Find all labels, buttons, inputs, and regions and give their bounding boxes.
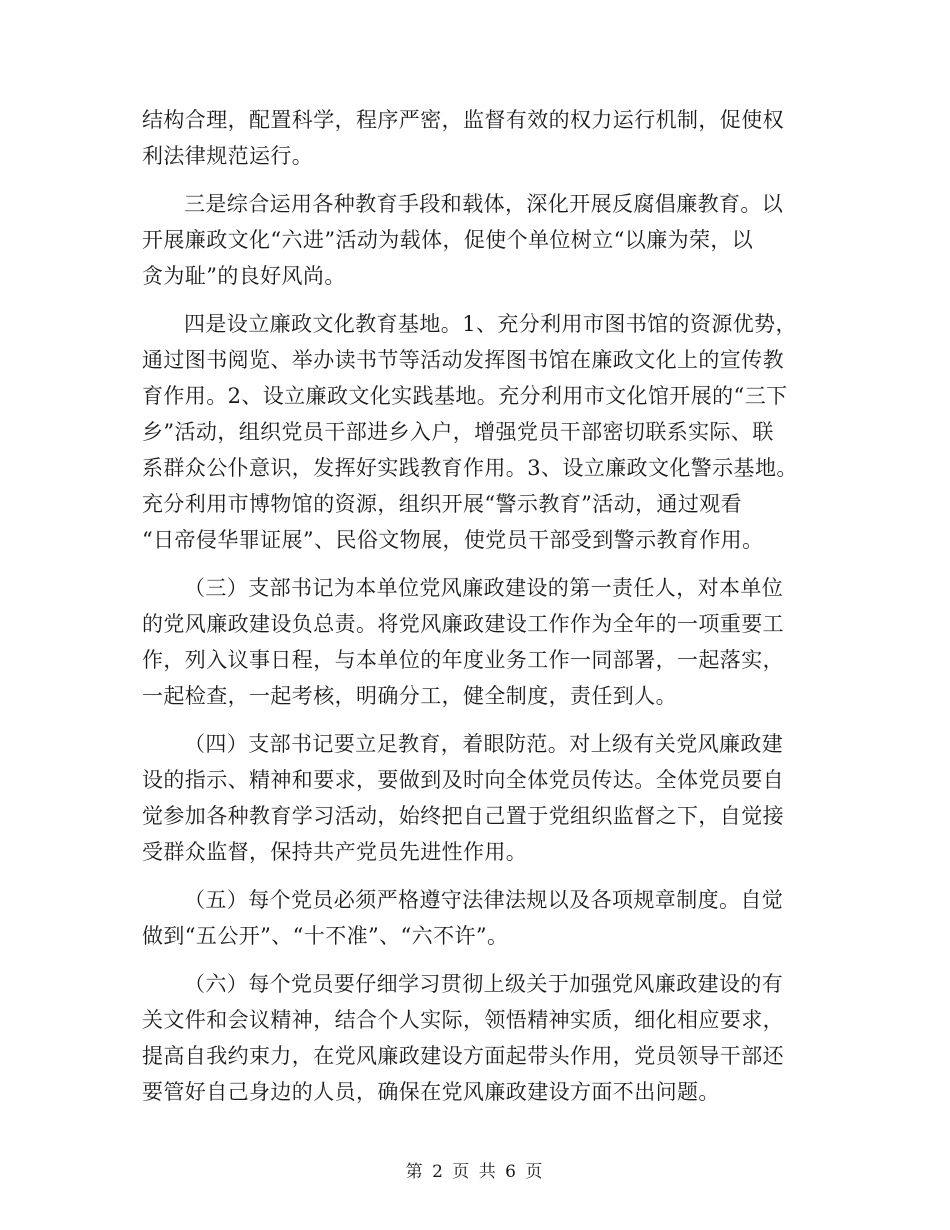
text-line: 提高自我约束力，在党风廉政建设方面起带头作用，党员领导干部还 [142, 1044, 784, 1068]
text-line: “日帝侵华罪证展”、民俗文物展，使党员干部受到警示教育作用。 [142, 528, 764, 552]
paragraph [142, 882, 802, 954]
document-body [142, 102, 802, 1110]
text-line: 做到“五公开”、“十不准”、“六不许”。 [142, 924, 509, 948]
page-number-footer: 第 2 页 共 6 页 [405, 1162, 545, 1182]
text-line: 作，列入议事日程，与本单位的年度业务工作一同部署，一起落实， [142, 648, 784, 672]
text-line: （六）每个党员要仔细学习贯彻上级关于加强党风廉政建设的有 [184, 972, 784, 996]
text-line: 三是综合运用各种教育手段和载体，深化开展反腐倡廉教育。以 [184, 192, 784, 216]
text-line: 系群众公仆意识，发挥好实践教育作用。3、设立廉政文化警示基地。 [142, 456, 798, 480]
paragraph [142, 102, 802, 174]
paragraph [142, 726, 802, 870]
text-line: 关文件和会议精神，结合个人实际，领悟精神实质，细化相应要求， [142, 1008, 784, 1032]
text-line: 一起检查，一起考核，明确分工，健全制度，责任到人。 [142, 684, 677, 708]
text-line: 结构合理，配置科学，程序严密，监督有效的权力运行机制，促使权 [142, 108, 784, 132]
text-line: 贪为耻”的良好风尚。 [142, 264, 346, 288]
text-line: 通过图书阅览、举办读书节等活动发挥图书馆在廉政文化上的宣传教 [142, 348, 784, 372]
paragraph [142, 966, 802, 1110]
text-line: （四）支部书记要立足教育，着眼防范。对上级有关党风廉政建 [184, 732, 784, 756]
paragraph [142, 570, 802, 714]
text-line: 利法律规范运行。 [142, 144, 314, 168]
text-line: 的党风廉政建设负总责。将党风廉政建设工作作为全年的一项重要工 [142, 612, 784, 636]
paragraph [142, 306, 802, 558]
text-line: 开展廉政文化“六进”活动为载体，促使个单位树立“以廉为荣，以 [142, 228, 754, 252]
text-line: 乡”活动，组织党员干部进乡入户，增强党员干部密切联系实际、联 [142, 420, 774, 444]
text-line: 育作用。2、设立廉政文化实践基地。充分利用市文化馆开展的“三下 [142, 384, 788, 408]
text-line: 觉参加各种教育学习活动，始终把自己置于党组织监督之下，自觉接 [142, 804, 784, 828]
text-line: 充分利用市博物馆的资源，组织开展“警示教育”活动，通过观看 [142, 492, 743, 516]
text-line: 四是设立廉政文化教育基地。1、充分利用市图书馆的资源优势， [184, 312, 797, 336]
text-line: 设的指示、精神和要求，要做到及时向全体党员传达。全体党员要自 [142, 768, 784, 792]
text-line: （三）支部书记为本单位党风廉政建设的第一责任人，对本单位 [184, 576, 784, 600]
paragraph [142, 186, 802, 294]
text-line: 要管好自己身边的人员，确保在党风廉政建设方面不出问题。 [142, 1080, 720, 1104]
text-line: （五）每个党员必须严格遵守法律法规以及各项规章制度。自觉 [184, 888, 784, 912]
text-line: 受群众监督，保持共产党员先进性作用。 [142, 840, 528, 864]
